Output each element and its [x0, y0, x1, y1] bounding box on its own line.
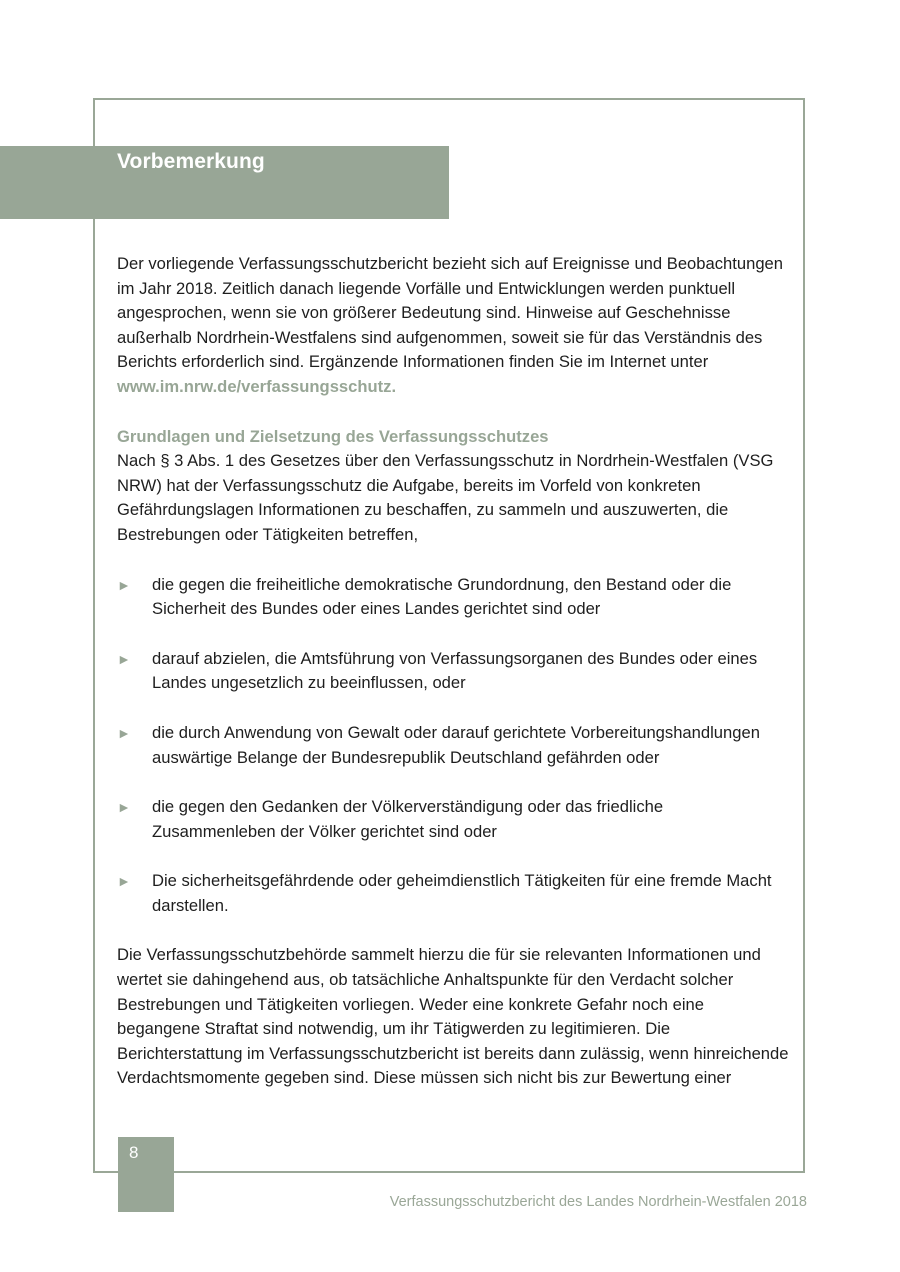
list-item-text: darauf abzielen, die Amtsführung von Verfassungsorganen des Bundes oder eines Landes ungesetzlich zu beeinflussen, oder — [152, 648, 758, 693]
bullet-arrow-icon: ► — [117, 799, 131, 816]
section-lead: Nach § 3 Abs. 1 des Gesetzes über den Verfassungsschutz in Nordrhein-Westfalen (VSG NRW) hat der Verfassungsschutz die Aufgabe, bereits im Vorfeld von konkreten Gefährdungslagen Informationen zu beschaffen, zu sammeln und auszuwerten, die Bestrebungen oder Tätigkeiten betreffen, — [117, 451, 774, 544]
section-heading: Grundlagen und Zielsetzung des Verfassungsschutzes — [117, 426, 549, 446]
list-item-text: die gegen den Gedanken der Völkerverständigung oder das friedliche Zusammenleben der Völker gerichtet sind oder — [152, 797, 664, 841]
list-item — [117, 795, 789, 844]
list-item — [117, 647, 789, 696]
bullet-arrow-icon: ► — [117, 724, 131, 741]
list-item-text: Die sicherheitsgefährdende oder geheimdienstlich Tätigkeiten für eine fremde Macht darstellen. — [152, 871, 772, 915]
closing-paragraph: Die Verfassungsschutzbehörde sammelt hierzu die für sie relevanten Informationen und wertet sie dahingehend aus, ob tatsächliche Anhaltspunkte für den Verdacht solcher Bestrebungen und Tätigkeiten vorliegen. Weder eine konkrete Gefahr noch eine begangene Straftat sind notwendig, um ihr Tätigwerden zu legitimieren. Die Berichterstattung im Verfassungsschutzbericht ist bereits dann zulässig, wenn hinreichende Verdachtsmomente gegeben sind. Diese müssen sich nicht bis zur Bewertung einer — [117, 945, 789, 1088]
list-item-text: die durch Anwendung von Gewalt oder darauf gerichtete Vorbereitungshandlungen auswärtige Belange der Bundesrepublik Deutschland gefährden oder — [152, 722, 760, 767]
footer-caption: Verfassungsschutzbericht des Landes Nordrhein-Westfalen 2018 — [389, 1194, 807, 1210]
list-item — [117, 721, 789, 770]
bullet-arrow-icon: ► — [117, 650, 131, 667]
intro-text: Der vorliegende Verfassungsschutzbericht bezieht sich auf Ereignisse und Beobachtungen im Jahr 2018. Zeitlich danach liegende Vorfälle und Entwicklungen werden punktuell angesprochen, wenn sie von größerer Bedeutung sind. Hinweise auf Geschehnisse außerhalb Nordrhein-Westfalens sind aufgenommen, soweit sie für das Verständnis des Berichts erforderlich sind. Ergänzende Informationen finden Sie im Internet unter — [117, 254, 784, 372]
bullet-arrow-icon: ► — [117, 576, 131, 593]
list-item — [117, 869, 789, 918]
list-item-text: die gegen die freiheitliche demokratische Grundordnung, den Bestand oder die Sicherheit des Bundes oder eines Landes gerichtet sind oder — [152, 574, 732, 619]
page-title: Vorbemerkung — [117, 150, 265, 173]
page-number: 8 — [129, 1143, 139, 1162]
intro-paragraph — [117, 252, 789, 400]
bullet-list — [117, 573, 789, 919]
body-content — [117, 252, 789, 1091]
bullet-arrow-icon: ► — [117, 873, 131, 890]
list-item — [117, 573, 789, 622]
website-link[interactable]: www.im.nrw.de/verfassungsschutz. — [117, 376, 397, 396]
page-number-box — [118, 1137, 174, 1212]
